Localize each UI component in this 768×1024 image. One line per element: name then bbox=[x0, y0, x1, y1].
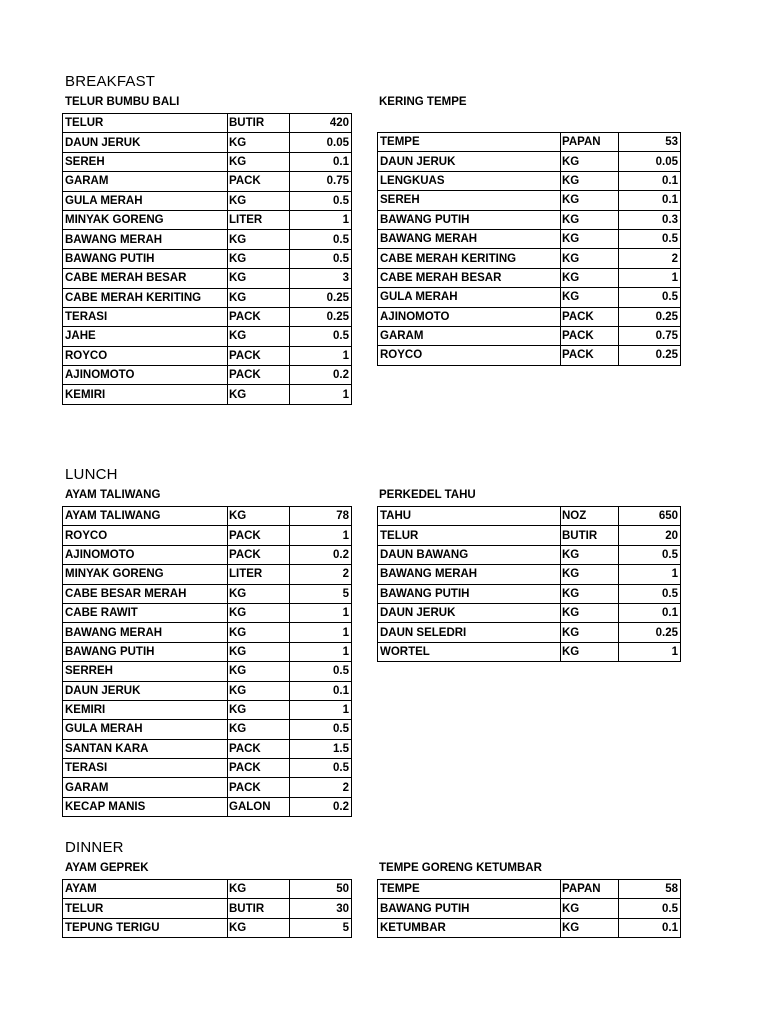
ingredient-unit: KG bbox=[561, 171, 619, 190]
ingredient-name: BAWANG MERAH bbox=[378, 229, 561, 248]
ingredient-name: BAWANG MERAH bbox=[378, 565, 561, 584]
ingredient-unit: KG bbox=[561, 545, 619, 564]
table-row bbox=[378, 152, 681, 171]
recipe-title-kering-tempe: KERING TEMPE bbox=[379, 96, 467, 108]
ingredient-name: GARAM bbox=[378, 326, 561, 345]
ingredient-unit: KG bbox=[228, 603, 290, 622]
ingredient-unit: NOZ bbox=[561, 507, 619, 526]
ingredient-name: KECAP MANIS bbox=[63, 797, 228, 816]
table-row bbox=[378, 545, 681, 564]
recipe-title-ayam-geprek: AYAM GEPREK bbox=[65, 862, 149, 874]
ingredient-name: DAUN JERUK bbox=[378, 603, 561, 622]
ingredient-qty: 1 bbox=[290, 700, 352, 719]
ingredient-qty: 1 bbox=[290, 385, 352, 404]
ingredient-qty: 0.5 bbox=[619, 229, 681, 248]
ingredient-name: SEREH bbox=[63, 152, 228, 171]
ingredient-name: BAWANG MERAH bbox=[63, 230, 228, 249]
ingredient-unit: KG bbox=[561, 152, 619, 171]
ingredient-qty: 0.25 bbox=[619, 307, 681, 326]
ingredient-qty: 1.5 bbox=[290, 739, 352, 758]
ingredient-name: TELUR bbox=[63, 899, 228, 918]
ingredient-qty: 1 bbox=[619, 268, 681, 287]
ingredient-unit: PACK bbox=[228, 759, 290, 778]
ingredient-qty: 0.5 bbox=[290, 191, 352, 210]
ingredient-name: AJINOMOTO bbox=[63, 366, 228, 385]
ingredient-qty: 1 bbox=[290, 642, 352, 661]
ingredient-unit: KG bbox=[228, 584, 290, 603]
ingredient-name: KETUMBAR bbox=[378, 918, 561, 937]
ingredient-qty: 0.2 bbox=[290, 366, 352, 385]
ingredient-name: BAWANG PUTIH bbox=[378, 584, 561, 603]
ingredient-name: GULA MERAH bbox=[63, 720, 228, 739]
ingredient-unit: PACK bbox=[228, 739, 290, 758]
ingredient-qty: 0.5 bbox=[619, 584, 681, 603]
ingredient-unit: KG bbox=[561, 210, 619, 229]
ingredient-name: TEPUNG TERIGU bbox=[63, 918, 228, 937]
ingredient-qty: 0.1 bbox=[619, 918, 681, 937]
ingredient-name: KEMIRI bbox=[63, 700, 228, 719]
ingredient-qty: 1 bbox=[619, 565, 681, 584]
ingredient-name: BAWANG PUTIH bbox=[378, 899, 561, 918]
ingredient-unit: KG bbox=[561, 191, 619, 210]
ingredient-unit: KG bbox=[228, 269, 290, 288]
table-row bbox=[378, 133, 681, 152]
ingredient-qty: 0.5 bbox=[290, 327, 352, 346]
table-row bbox=[63, 327, 352, 346]
table-row bbox=[378, 642, 681, 661]
ingredient-name: TELUR bbox=[378, 526, 561, 545]
ingredient-qty: 30 bbox=[290, 899, 352, 918]
ingredient-unit: KG bbox=[228, 152, 290, 171]
table-row bbox=[378, 229, 681, 248]
ingredient-qty: 53 bbox=[619, 133, 681, 152]
table-row bbox=[63, 346, 352, 365]
ingredient-name: DAUN JERUK bbox=[63, 681, 228, 700]
recipe-title-ayam-taliwang: AYAM TALIWANG bbox=[65, 489, 161, 501]
ingredient-name: SERREH bbox=[63, 662, 228, 681]
ingredient-qty: 0.5 bbox=[290, 230, 352, 249]
ingredient-qty: 1 bbox=[290, 603, 352, 622]
ingredient-qty: 0.5 bbox=[290, 759, 352, 778]
ingredient-name: WORTEL bbox=[378, 642, 561, 661]
ingredient-qty: 58 bbox=[619, 880, 681, 899]
table-row bbox=[378, 565, 681, 584]
table-row bbox=[63, 584, 352, 603]
table-row bbox=[378, 899, 681, 918]
ingredient-name: CABE MERAH KERITING bbox=[378, 249, 561, 268]
table-row bbox=[63, 565, 352, 584]
ingredient-qty: 78 bbox=[290, 507, 352, 526]
ingredient-name: SEREH bbox=[378, 191, 561, 210]
table-row bbox=[378, 507, 681, 526]
ingredient-unit: KG bbox=[228, 327, 290, 346]
ingredient-unit: LITER bbox=[228, 210, 290, 229]
ingredient-qty: 0.1 bbox=[619, 603, 681, 622]
ingredient-unit: KG bbox=[561, 565, 619, 584]
ingredient-name: CABE MERAH KERITING bbox=[63, 288, 228, 307]
ingredient-name: CABE MERAH BESAR bbox=[378, 268, 561, 287]
ingredient-qty: 5 bbox=[290, 584, 352, 603]
ingredient-qty: 1 bbox=[290, 210, 352, 229]
ingredient-unit: PAPAN bbox=[561, 133, 619, 152]
table-row bbox=[63, 642, 352, 661]
ingredient-qty: 0.1 bbox=[619, 171, 681, 190]
ingredient-unit: KG bbox=[228, 880, 290, 899]
table-row bbox=[63, 720, 352, 739]
section-title-lunch: LUNCH bbox=[65, 466, 118, 483]
ingredient-unit: PACK bbox=[228, 172, 290, 191]
ingredient-name: GULA MERAH bbox=[378, 288, 561, 307]
ingredient-unit: GALON bbox=[228, 797, 290, 816]
ingredient-name: ROYCO bbox=[378, 346, 561, 365]
table-row bbox=[378, 880, 681, 899]
ingredient-name: GARAM bbox=[63, 172, 228, 191]
ingredient-name: GULA MERAH bbox=[63, 191, 228, 210]
ingredient-name: ROYCO bbox=[63, 346, 228, 365]
ingredient-unit: PACK bbox=[228, 307, 290, 326]
table-row bbox=[63, 880, 352, 899]
ingredient-qty: 2 bbox=[290, 778, 352, 797]
ingredient-name: TEMPE bbox=[378, 880, 561, 899]
ingredient-name: BAWANG MERAH bbox=[63, 623, 228, 642]
table-row bbox=[63, 899, 352, 918]
ingredient-name: DAUN JERUK bbox=[378, 152, 561, 171]
ingredient-qty: 1 bbox=[619, 642, 681, 661]
ingredient-qty: 0.25 bbox=[619, 346, 681, 365]
ingredient-name: CABE BESAR MERAH bbox=[63, 584, 228, 603]
ingredient-unit: KG bbox=[228, 191, 290, 210]
ingredient-unit: KG bbox=[561, 249, 619, 268]
ingredient-qty: 0.5 bbox=[290, 662, 352, 681]
ingredient-unit: KG bbox=[228, 385, 290, 404]
ingredient-unit: PACK bbox=[228, 526, 290, 545]
ingredient-unit: PACK bbox=[228, 346, 290, 365]
ingredient-unit: PACK bbox=[228, 545, 290, 564]
ingredient-unit: PAPAN bbox=[561, 880, 619, 899]
ingredient-qty: 0.05 bbox=[290, 133, 352, 152]
ingredient-qty: 0.5 bbox=[290, 720, 352, 739]
ingredient-unit: KG bbox=[228, 720, 290, 739]
table-row bbox=[63, 191, 352, 210]
ingredient-unit: KG bbox=[561, 229, 619, 248]
ingredient-unit: PACK bbox=[228, 778, 290, 797]
table-row bbox=[63, 172, 352, 191]
table-row bbox=[63, 603, 352, 622]
table-row bbox=[63, 681, 352, 700]
ingredient-name: DAUN BAWANG bbox=[378, 545, 561, 564]
table-row bbox=[63, 526, 352, 545]
ingredient-unit: KG bbox=[561, 899, 619, 918]
ingredient-qty: 0.5 bbox=[619, 899, 681, 918]
table-row bbox=[378, 584, 681, 603]
table-row bbox=[63, 210, 352, 229]
ingredient-qty: 0.25 bbox=[290, 307, 352, 326]
ingredient-unit: BUTIR bbox=[228, 899, 290, 918]
ingredient-table bbox=[377, 132, 681, 366]
table-row bbox=[378, 346, 681, 365]
ingredient-unit: KG bbox=[228, 642, 290, 661]
ingredient-qty: 20 bbox=[619, 526, 681, 545]
ingredient-unit: BUTIR bbox=[561, 526, 619, 545]
ingredient-unit: KG bbox=[561, 603, 619, 622]
ingredient-name: DAUN SELEDRI bbox=[378, 623, 561, 642]
ingredient-unit: PACK bbox=[561, 307, 619, 326]
ingredient-name: CABE RAWIT bbox=[63, 603, 228, 622]
table-row bbox=[63, 700, 352, 719]
ingredient-unit: LITER bbox=[228, 565, 290, 584]
ingredient-name: AJINOMOTO bbox=[63, 545, 228, 564]
table-row bbox=[63, 114, 352, 133]
ingredient-qty: 420 bbox=[290, 114, 352, 133]
ingredient-unit: KG bbox=[228, 623, 290, 642]
ingredient-qty: 1 bbox=[290, 526, 352, 545]
table-row bbox=[63, 269, 352, 288]
ingredient-name: TEMPE bbox=[378, 133, 561, 152]
ingredient-name: BAWANG PUTIH bbox=[63, 642, 228, 661]
ingredient-qty: 0.75 bbox=[619, 326, 681, 345]
ingredient-unit: KG bbox=[228, 700, 290, 719]
ingredient-qty: 50 bbox=[290, 880, 352, 899]
ingredient-qty: 0.2 bbox=[290, 545, 352, 564]
table-row bbox=[63, 152, 352, 171]
ingredient-unit: KG bbox=[228, 249, 290, 268]
ingredient-name: MINYAK GORENG bbox=[63, 565, 228, 584]
ingredient-name: JAHE bbox=[63, 327, 228, 346]
ingredient-table bbox=[62, 506, 352, 817]
ingredient-unit: KG bbox=[561, 268, 619, 287]
ingredient-unit: BUTIR bbox=[228, 114, 290, 133]
ingredient-qty: 0.25 bbox=[290, 288, 352, 307]
table-row bbox=[378, 210, 681, 229]
table-row bbox=[378, 918, 681, 937]
ingredient-unit: KG bbox=[228, 133, 290, 152]
recipe-title-perkedel-tahu: PERKEDEL TAHU bbox=[379, 489, 476, 501]
ingredient-qty: 0.5 bbox=[619, 545, 681, 564]
table-row bbox=[63, 288, 352, 307]
ingredient-qty: 2 bbox=[619, 249, 681, 268]
table-row bbox=[378, 603, 681, 622]
table-row bbox=[63, 507, 352, 526]
table-row bbox=[378, 326, 681, 345]
table-row bbox=[63, 778, 352, 797]
table-row bbox=[63, 230, 352, 249]
ingredient-name: AJINOMOTO bbox=[378, 307, 561, 326]
ingredient-name: BAWANG PUTIH bbox=[63, 249, 228, 268]
ingredient-name: ROYCO bbox=[63, 526, 228, 545]
table-row bbox=[63, 366, 352, 385]
table-row bbox=[378, 307, 681, 326]
table-row bbox=[378, 268, 681, 287]
table-row bbox=[63, 133, 352, 152]
ingredient-name: AYAM TALIWANG bbox=[63, 507, 228, 526]
table-row bbox=[378, 288, 681, 307]
ingredient-name: TERASI bbox=[63, 759, 228, 778]
table-row bbox=[63, 662, 352, 681]
ingredient-unit: KG bbox=[228, 230, 290, 249]
ingredient-table bbox=[377, 879, 681, 938]
ingredient-unit: KG bbox=[561, 623, 619, 642]
section-title-breakfast: BREAKFAST bbox=[65, 73, 156, 90]
ingredient-name: TAHU bbox=[378, 507, 561, 526]
table-row bbox=[378, 249, 681, 268]
ingredient-name: GARAM bbox=[63, 778, 228, 797]
ingredient-name: SANTAN KARA bbox=[63, 739, 228, 758]
ingredient-qty: 2 bbox=[290, 565, 352, 584]
section-title-dinner: DINNER bbox=[65, 839, 124, 856]
ingredient-name: DAUN JERUK bbox=[63, 133, 228, 152]
ingredient-qty: 3 bbox=[290, 269, 352, 288]
ingredient-unit: PACK bbox=[561, 346, 619, 365]
table-row bbox=[63, 759, 352, 778]
ingredient-unit: KG bbox=[561, 642, 619, 661]
ingredient-table bbox=[62, 879, 352, 938]
ingredient-qty: 0.05 bbox=[619, 152, 681, 171]
ingredient-unit: KG bbox=[228, 288, 290, 307]
table-row bbox=[63, 797, 352, 816]
ingredient-unit: PACK bbox=[228, 366, 290, 385]
ingredient-unit: KG bbox=[228, 681, 290, 700]
table-row bbox=[378, 526, 681, 545]
table-row bbox=[63, 545, 352, 564]
ingredient-qty: 0.1 bbox=[290, 681, 352, 700]
ingredient-qty: 0.2 bbox=[290, 797, 352, 816]
ingredient-qty: 0.5 bbox=[619, 288, 681, 307]
ingredient-qty: 0.1 bbox=[619, 191, 681, 210]
ingredient-unit: KG bbox=[228, 507, 290, 526]
table-row bbox=[378, 191, 681, 210]
table-row bbox=[63, 249, 352, 268]
recipe-title-telur-bumbu-bali: TELUR BUMBU BALI bbox=[65, 96, 180, 108]
ingredient-name: LENGKUAS bbox=[378, 171, 561, 190]
ingredient-qty: 1 bbox=[290, 623, 352, 642]
ingredient-table bbox=[377, 506, 681, 662]
table-row bbox=[63, 918, 352, 937]
ingredient-name: BAWANG PUTIH bbox=[378, 210, 561, 229]
ingredient-unit: KG bbox=[228, 662, 290, 681]
ingredient-unit: KG bbox=[228, 918, 290, 937]
table-row bbox=[63, 739, 352, 758]
table-row bbox=[63, 623, 352, 642]
ingredient-name: KEMIRI bbox=[63, 385, 228, 404]
ingredient-name: TELUR bbox=[63, 114, 228, 133]
ingredient-name: AYAM bbox=[63, 880, 228, 899]
ingredient-unit: KG bbox=[561, 288, 619, 307]
ingredient-name: TERASI bbox=[63, 307, 228, 326]
table-row bbox=[378, 623, 681, 642]
ingredient-unit: KG bbox=[561, 584, 619, 603]
table-row bbox=[63, 307, 352, 326]
ingredient-qty: 0.3 bbox=[619, 210, 681, 229]
ingredient-qty: 1 bbox=[290, 346, 352, 365]
ingredient-table bbox=[62, 113, 352, 405]
ingredient-unit: PACK bbox=[561, 326, 619, 345]
ingredient-unit: KG bbox=[561, 918, 619, 937]
ingredient-name: CABE MERAH BESAR bbox=[63, 269, 228, 288]
table-row bbox=[63, 385, 352, 404]
ingredient-qty: 0.5 bbox=[290, 249, 352, 268]
ingredient-qty: 0.1 bbox=[290, 152, 352, 171]
table-row bbox=[378, 171, 681, 190]
ingredient-qty: 0.25 bbox=[619, 623, 681, 642]
ingredient-name: MINYAK GORENG bbox=[63, 210, 228, 229]
ingredient-qty: 0.75 bbox=[290, 172, 352, 191]
ingredient-qty: 650 bbox=[619, 507, 681, 526]
recipe-title-tempe-goreng-ketumbar: TEMPE GORENG KETUMBAR bbox=[379, 862, 542, 874]
ingredient-qty: 5 bbox=[290, 918, 352, 937]
